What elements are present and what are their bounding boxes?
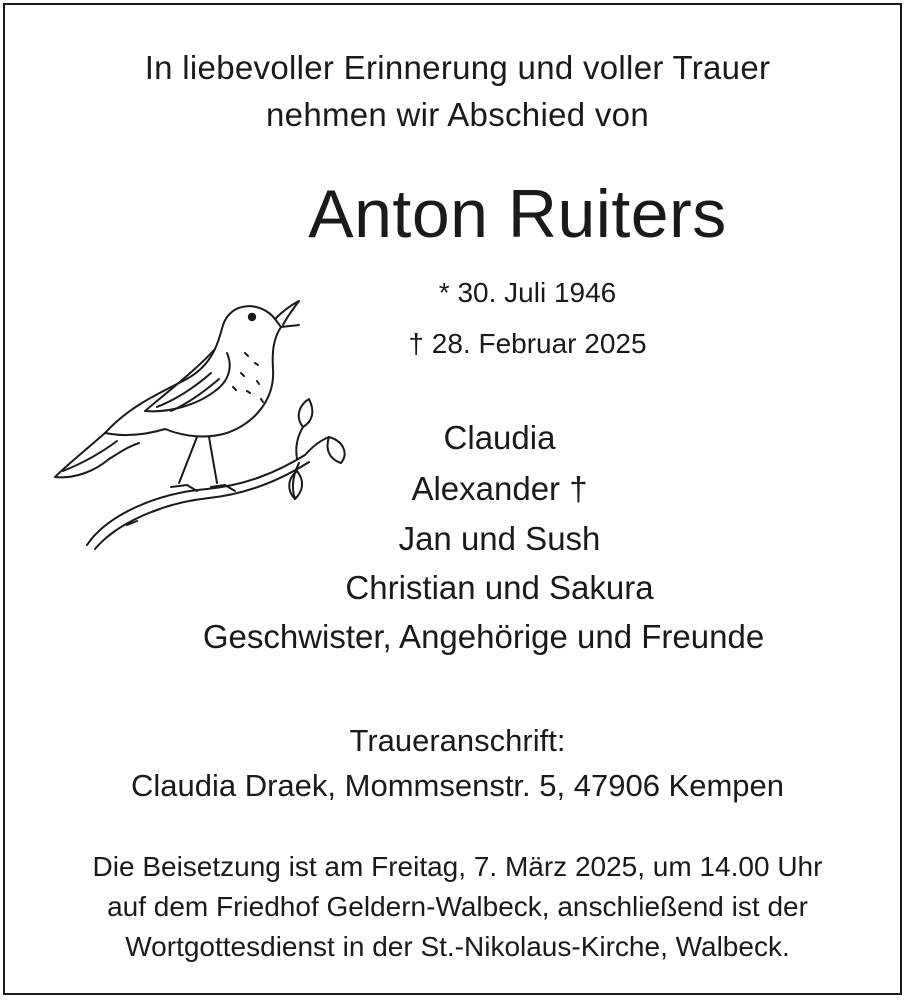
deceased-name: Anton Ruiters [308,176,727,252]
family-member: Jan und Sush [398,520,601,557]
intro-line-1: In liebevoller Erinnerung und voller Trauer [144,49,771,86]
funeral-info-line-1: Die Beisetzung ist am Freitag, 7. März 2025, um 14.00 Uhr [92,851,823,882]
family-member: Alexander † [411,470,588,507]
obituary-frame [3,3,902,995]
death-date: † 28. Februar 2025 [408,328,647,359]
address-label: Traueranschrift: [349,723,566,758]
intro-line-2: nehmen wir Abschied von [266,96,649,133]
funeral-info-line-3: Wortgottesdienst in der St.-Nikolaus-Kirche, Walbeck. [125,931,790,962]
family-member: Claudia [443,419,556,456]
birth-date: * 30. Juli 1946 [438,277,617,308]
family-member: Christian und Sakura [345,569,654,606]
family-member: Geschwister, Angehörige und Freunde [202,618,765,655]
address-value: Claudia Draek, Mommsenstr. 5, 47906 Kempen [130,768,785,803]
funeral-info-line-2: auf dem Friedhof Geldern-Walbeck, anschließend ist der [107,891,808,922]
